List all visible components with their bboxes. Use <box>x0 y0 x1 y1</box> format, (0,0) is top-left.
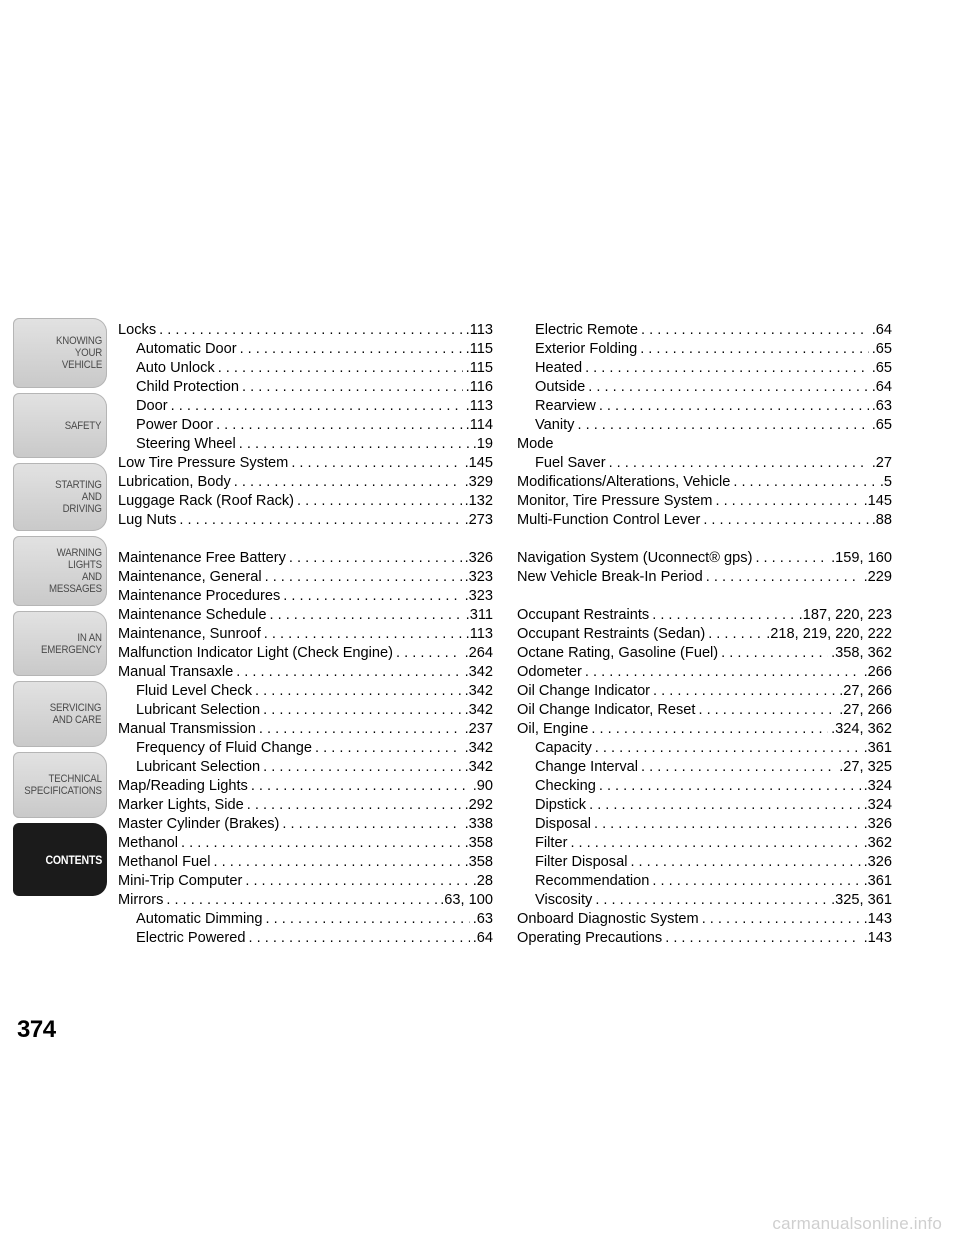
index-term: Steering Wheel <box>136 436 236 452</box>
index-page-ref[interactable]: .159, 160 <box>831 550 892 566</box>
index-entry <box>517 682 892 701</box>
tab-label: KNOWING YOUR VEHICLE <box>55 335 102 371</box>
index-page-ref[interactable]: .27, 325 <box>839 759 892 775</box>
index-page-ref[interactable]: .64 <box>871 379 892 395</box>
index-entry <box>517 872 892 891</box>
dot-leader <box>239 435 470 454</box>
dot-leader <box>698 701 836 720</box>
index-entry <box>517 568 892 587</box>
index-entry <box>517 663 892 682</box>
index-term: Lug Nuts <box>118 512 177 528</box>
index-term: Automatic Dimming <box>136 911 263 927</box>
index-term: Filter Disposal <box>535 854 628 870</box>
dot-leader <box>251 777 470 796</box>
index-entry <box>118 416 493 435</box>
index-page-ref[interactable]: .187, 220, 223 <box>798 607 892 623</box>
index-entry <box>517 473 892 492</box>
index-entry <box>118 929 493 948</box>
index-page-ref[interactable]: .143 <box>863 911 892 927</box>
index-page-ref[interactable]: .342 <box>464 740 493 756</box>
index-term: Operating Precautions <box>517 930 663 946</box>
index-term: Mini-Trip Computer <box>118 873 243 889</box>
index-page-ref[interactable]: .266 <box>863 664 892 680</box>
index-page-ref[interactable]: .218, 219, 220, 222 <box>766 626 892 642</box>
index-entry <box>517 758 892 777</box>
index-page-ref[interactable]: .361 <box>863 740 892 756</box>
dot-leader <box>216 416 463 435</box>
dot-leader <box>585 359 869 378</box>
index-term: Door <box>136 398 168 414</box>
tab-label: TECHNICAL SPECIFICATIONS <box>24 773 102 797</box>
index-term: Maintenance Free Battery <box>118 550 286 566</box>
dot-leader <box>234 473 462 492</box>
index-term: Disposal <box>535 816 591 832</box>
index-term: Fluid Level Check <box>136 683 252 699</box>
index-entry <box>118 872 493 891</box>
dot-leader <box>263 701 461 720</box>
index-term: Methanol Fuel <box>118 854 211 870</box>
index-term: Auto Unlock <box>136 360 215 376</box>
index-page-ref[interactable]: .264 <box>464 645 493 661</box>
index-page-ref[interactable]: .326 <box>863 816 892 832</box>
index-page-ref[interactable]: .116 <box>465 379 493 395</box>
index-page-ref[interactable]: .65 <box>871 341 892 357</box>
index-entry <box>517 701 892 720</box>
index-entry <box>517 853 892 872</box>
dot-leader <box>595 739 861 758</box>
dot-leader <box>706 568 861 587</box>
tab-label: WARNING LIGHTS AND MESSAGES <box>48 547 102 595</box>
dot-leader <box>396 644 462 663</box>
index-entry <box>517 435 892 454</box>
index-term: Mirrors <box>118 892 164 908</box>
index-term: Maintenance Procedures <box>118 588 281 604</box>
index-term: Maintenance, General <box>118 569 262 585</box>
dot-leader <box>245 872 469 891</box>
index-entry <box>118 777 493 796</box>
index-page-ref[interactable]: .324 <box>863 778 892 794</box>
index-page-ref[interactable]: .115 <box>465 360 493 376</box>
index-term: Filter <box>535 835 568 851</box>
index-page-ref[interactable]: .64 <box>871 322 892 338</box>
index-term: Power Door <box>136 417 214 433</box>
index-page-ref[interactable]: .115 <box>465 341 493 357</box>
dot-leader <box>665 929 860 948</box>
dot-leader <box>297 492 462 511</box>
index-page-ref[interactable]: .326 <box>863 854 892 870</box>
dot-leader <box>577 416 868 435</box>
dot-leader <box>591 720 828 739</box>
dot-leader <box>585 663 861 682</box>
index-entry <box>517 454 892 473</box>
dot-leader <box>641 758 836 777</box>
index-entry <box>118 340 493 359</box>
index-entry <box>118 397 493 416</box>
dot-leader <box>641 321 869 340</box>
index-entry <box>517 549 892 568</box>
index-page-ref[interactable]: .63 <box>472 911 493 927</box>
index-page-ref[interactable]: .342 <box>464 664 493 680</box>
dot-leader <box>181 834 462 853</box>
index-page-ref[interactable]: .113 <box>465 398 493 414</box>
index-page-ref[interactable]: .358 <box>464 835 493 851</box>
index-term: Multi-Function Control Lever <box>517 512 701 528</box>
index-term: Lubrication, Body <box>118 474 231 490</box>
index-term: Manual Transaxle <box>118 664 234 680</box>
index-term: Occupant Restraints <box>517 607 650 623</box>
index-page-ref[interactable]: .311 <box>465 607 493 623</box>
index-term: Map/Reading Lights <box>118 778 248 794</box>
dot-leader <box>259 720 462 739</box>
dot-leader <box>291 454 461 473</box>
index-term: Occupant Restraints (Sedan) <box>517 626 706 642</box>
index-entry <box>517 891 892 910</box>
index-entry <box>118 720 493 739</box>
watermark-text: carmanualsonline.info <box>772 1214 942 1233</box>
dot-leader <box>255 682 462 701</box>
index-page-ref[interactable]: .65 <box>871 360 892 376</box>
index-page-ref[interactable]: .273 <box>464 512 493 528</box>
dot-leader <box>703 511 868 530</box>
index-entry <box>118 321 493 340</box>
index-column-right <box>517 321 892 948</box>
index-term: New Vehicle Break-In Period <box>517 569 703 585</box>
index-page-ref[interactable]: .27, 266 <box>839 683 892 699</box>
index-page-ref[interactable]: .342 <box>464 759 493 775</box>
dot-leader <box>599 777 861 796</box>
dot-leader <box>266 910 470 929</box>
index-page-ref[interactable]: .27 <box>871 455 892 471</box>
dot-leader <box>595 891 828 910</box>
index-entry <box>118 758 493 777</box>
index-term: Automatic Door <box>136 341 237 357</box>
index-term: Heated <box>535 360 583 376</box>
index-term: Maintenance, Sunroof <box>118 626 261 642</box>
index-term: Recommendation <box>535 873 650 889</box>
index-entry <box>517 910 892 929</box>
index-page-ref[interactable]: .5 <box>879 474 892 490</box>
tab-contents[interactable] <box>13 823 107 896</box>
index-page-ref[interactable]: .338 <box>464 816 493 832</box>
dot-leader <box>166 891 437 910</box>
index-entry <box>517 416 892 435</box>
index-entry <box>118 435 493 454</box>
dot-leader <box>570 834 860 853</box>
index-term: Navigation System (Uconnect® gps) <box>517 550 753 566</box>
dot-leader <box>236 663 461 682</box>
index-term: Manual Transmission <box>118 721 256 737</box>
index-entry <box>118 492 493 511</box>
index-page-ref[interactable]: .63, 100 <box>440 892 493 908</box>
dot-leader <box>283 587 461 606</box>
index-term: Vanity <box>535 417 575 433</box>
index-entry <box>118 663 493 682</box>
dot-leader <box>265 568 462 587</box>
index-entry <box>517 834 892 853</box>
dot-leader <box>755 549 828 568</box>
index-page-ref[interactable]: .27, 266 <box>839 702 892 718</box>
index-entry <box>118 834 493 853</box>
index-entry <box>118 587 493 606</box>
dot-leader <box>652 872 860 891</box>
index-page-ref[interactable]: .229 <box>863 569 892 585</box>
index-column-left <box>118 321 493 948</box>
index-term: Electric Powered <box>136 930 246 946</box>
index-term: Oil Change Indicator <box>517 683 651 699</box>
tab-in-an-emergency[interactable] <box>13 611 107 676</box>
index-page-ref[interactable]: .145 <box>863 493 892 509</box>
tab-label: SAFETY <box>65 419 102 432</box>
index-page-ref[interactable]: .324, 362 <box>831 721 892 737</box>
index-entry <box>517 606 892 625</box>
index-term: Luggage Rack (Roof Rack) <box>118 493 295 509</box>
index-page-ref[interactable]: .28 <box>472 873 493 889</box>
index-term: Exterior Folding <box>535 341 638 357</box>
index-term: Maintenance Schedule <box>118 607 267 623</box>
page-number: 374 <box>17 1016 56 1043</box>
dot-leader <box>213 853 461 872</box>
dot-leader <box>653 682 836 701</box>
index-page-ref[interactable]: .323 <box>464 588 493 604</box>
tab-knowing-your-vehicle[interactable] <box>13 318 107 388</box>
index-entry <box>118 701 493 720</box>
dot-leader <box>249 929 470 948</box>
tab-servicing-and-care[interactable] <box>13 681 107 747</box>
index-entry <box>118 910 493 929</box>
index-entry <box>517 625 892 644</box>
index-page-ref[interactable]: .19 <box>472 436 493 452</box>
index-term: Onboard Diagnostic System <box>517 911 699 927</box>
index-term: Child Protection <box>136 379 240 395</box>
index-term: Monitor, Tire Pressure System <box>517 493 713 509</box>
index-entry <box>118 682 493 701</box>
tab-technical-specifications[interactable] <box>13 752 107 818</box>
dot-leader <box>588 378 868 397</box>
index-page-ref[interactable]: .88 <box>871 512 892 528</box>
index-term: Oil Change Indicator, Reset <box>517 702 696 718</box>
dot-leader <box>171 397 463 416</box>
index-page-ref[interactable]: .145 <box>464 455 493 471</box>
index-term: Master Cylinder (Brakes) <box>118 816 280 832</box>
dot-leader <box>640 340 869 359</box>
index-page-ref[interactable]: .326 <box>464 550 493 566</box>
dot-leader <box>594 815 861 834</box>
index-term: Capacity <box>535 740 592 756</box>
index-term: Locks <box>118 322 157 338</box>
index-entry <box>517 397 892 416</box>
index-term: Outside <box>535 379 586 395</box>
index-entry <box>517 359 892 378</box>
index-entry <box>118 511 493 530</box>
dot-leader <box>315 739 462 758</box>
index-page-ref[interactable]: .325, 361 <box>831 892 892 908</box>
index-term: Malfunction Indicator Light (Check Engine) <box>118 645 393 661</box>
tab-label: IN AN EMERGENCY <box>40 631 102 656</box>
index-page-ref[interactable]: .65 <box>871 417 892 433</box>
index-entry <box>517 815 892 834</box>
dot-leader <box>264 625 463 644</box>
index-term: Odometer <box>517 664 582 680</box>
dot-leader <box>269 606 462 625</box>
index-term: Frequency of Fluid Change <box>136 740 313 756</box>
index-page-ref[interactable]: .323 <box>464 569 493 585</box>
index-term: Lubricant Selection <box>136 759 261 775</box>
index-entry <box>118 454 493 473</box>
index-entry <box>517 929 892 948</box>
index-page-ref[interactable]: .64 <box>472 930 493 946</box>
tab-safety[interactable] <box>13 393 107 458</box>
index-entry <box>517 492 892 511</box>
index-entry <box>118 739 493 758</box>
dot-leader <box>218 359 463 378</box>
index-page-ref[interactable]: .342 <box>464 702 493 718</box>
tab-warning-lights-and-messages[interactable] <box>13 536 107 606</box>
index-page-ref[interactable]: .113 <box>465 322 493 338</box>
index-entry <box>118 853 493 872</box>
index-entry <box>517 644 892 663</box>
index-term: Dipstick <box>535 797 587 813</box>
index-entry <box>118 568 493 587</box>
index-entry <box>118 625 493 644</box>
dot-leader <box>599 397 869 416</box>
index-page-ref[interactable]: .63 <box>871 398 892 414</box>
tab-starting-and-driving[interactable] <box>13 463 107 531</box>
index-page-ref[interactable]: .329 <box>464 474 493 490</box>
dot-leader <box>282 815 461 834</box>
index-entry <box>517 796 892 815</box>
index-entry <box>118 644 493 663</box>
dot-leader <box>721 644 828 663</box>
index-term: Change Interval <box>535 759 639 775</box>
index-term: Octane Rating, Gasoline (Fuel) <box>517 645 719 661</box>
tab-label: CONTENTS <box>45 852 102 867</box>
dot-leader <box>179 511 461 530</box>
index-page-ref[interactable]: .113 <box>465 626 493 642</box>
index-page-ref[interactable]: .358 <box>464 854 493 870</box>
index-term: Viscosity <box>535 892 593 908</box>
index-entry <box>118 359 493 378</box>
index-entry <box>517 511 892 530</box>
index-entry <box>517 720 892 739</box>
index-page-ref[interactable]: .292 <box>464 797 493 813</box>
index-page-ref[interactable]: .324 <box>863 797 892 813</box>
dot-leader <box>589 796 861 815</box>
index-page-ref[interactable]: .237 <box>464 721 493 737</box>
index-entry <box>118 606 493 625</box>
index-page-ref[interactable]: .90 <box>472 778 493 794</box>
index-entry <box>118 815 493 834</box>
index-term: Lubricant Selection <box>136 702 261 718</box>
dot-leader <box>242 378 463 397</box>
index-entry <box>118 378 493 397</box>
dot-leader <box>289 549 462 568</box>
index-term: Fuel Saver <box>535 455 606 471</box>
index-page-ref[interactable]: .114 <box>465 417 493 433</box>
index-page-ref[interactable]: .143 <box>863 930 892 946</box>
dot-leader <box>630 853 860 872</box>
index-entry <box>517 378 892 397</box>
index-term: Electric Remote <box>535 322 638 338</box>
index-term: Modifications/Alterations, Vehicle <box>517 474 731 490</box>
index-term: Marker Lights, Side <box>118 797 244 813</box>
index-entry <box>118 473 493 492</box>
tab-label: STARTING AND DRIVING <box>55 479 102 515</box>
index-page-ref[interactable]: .342 <box>464 683 493 699</box>
dot-leader <box>702 910 861 929</box>
index-entry <box>517 321 892 340</box>
index-page-ref[interactable]: .132 <box>464 493 493 509</box>
index-term: Rearview <box>535 398 596 414</box>
index-term: Oil, Engine <box>517 721 589 737</box>
index-entry <box>118 796 493 815</box>
index-term: Methanol <box>118 835 179 851</box>
dot-leader <box>247 796 462 815</box>
index-entry <box>517 739 892 758</box>
dot-leader <box>708 625 763 644</box>
dot-leader <box>263 758 461 777</box>
index-page-ref[interactable]: .358, 362 <box>831 645 892 661</box>
index-entry <box>118 549 493 568</box>
index-page-ref[interactable]: .362 <box>863 835 892 851</box>
dot-leader <box>159 321 463 340</box>
dot-leader <box>240 340 463 359</box>
dot-leader <box>652 606 795 625</box>
index-entry <box>517 340 892 359</box>
index-entry <box>517 777 892 796</box>
index-entry <box>118 891 493 910</box>
index-term: Low Tire Pressure System <box>118 455 289 471</box>
tab-label: SERVICING AND CARE <box>50 702 102 726</box>
dot-leader <box>715 492 860 511</box>
dot-leader <box>733 473 876 492</box>
index-term: Mode <box>517 436 554 452</box>
index-page-ref[interactable]: .361 <box>863 873 892 889</box>
index-term: Checking <box>535 778 596 794</box>
dot-leader <box>609 454 869 473</box>
